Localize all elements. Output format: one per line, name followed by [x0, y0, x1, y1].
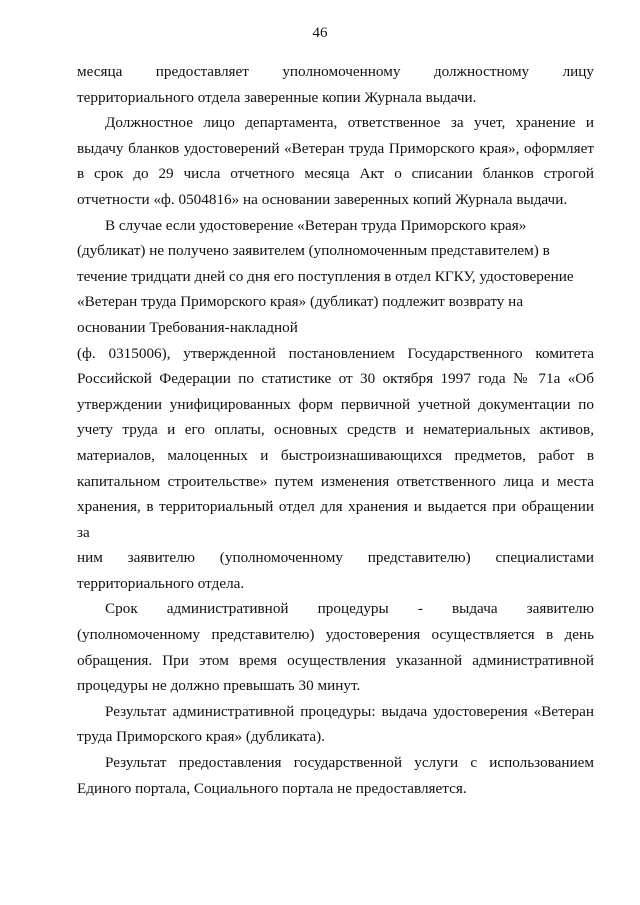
spread-word-3: (уполномоченному [219, 549, 343, 567]
paragraph-2: Должностное лицо департамента, ответственное за учет, хранение и выдачу бланков удостоверений «Ветеран труда Приморского края», оформляет в срок до 29 числа отчетного месяца Акт о списании бланков строгой отчетности «ф. 0504816» на основании заверенных копий Журнала выдачи. [77, 114, 594, 208]
paragraph-7: Срок административной процедуры - выдача заявителю (уполномоченному представителю) удостоверения осуществляется в день обращения. При этом время осуществления указанной административной процедуры не должно превышать 30 минут. [77, 600, 594, 695]
paragraph-3: В случае если удостоверение «Ветеран труда Приморского края» (дубликат) не получено заявителем (уполномоченным представителем) в течение тридцати дней со дня его поступления в отдел КГКУ, удостоверение «Ветеран труда Приморского края» (дубликат) подлежит возврату на основании Требования-накладной [77, 216, 574, 336]
spread-word-5: специалистами [495, 549, 594, 567]
document-body [77, 59, 594, 801]
paragraph-5-spread-line [77, 545, 594, 571]
page-number: 46 [312, 25, 328, 41]
paragraph-9: Результат предоставления государственной услуги с использованием Единого портала, Социального портала не предоставляется. [77, 754, 594, 797]
paragraph-1: месяца предоставляет уполномоченному должностному лицу территориального отдела заверенные копии Журнала выдачи. [77, 63, 594, 106]
spread-word-4: представителю) [367, 549, 471, 567]
spread-word-1: ним [77, 549, 103, 567]
paragraph-4: (ф. 0315006), утвержденной постановлением Государственного комитета Российской Федерации по статистике от 30 октября 1997 года № 71а «Об утверждении унифицированных форм первичной учетной документации по учету труда и его оплаты, основных средств и нематериальных активов, материалов, малоценных и быстроизнашивающихся предметов, работ в капитальном строительстве» путем изменения ответственного лица и места хранения, в территориальный отдел для хранения и выдается при обращении за [77, 344, 594, 541]
paragraph-8: Результат административной процедуры: выдача удостоверения «Ветеран труда Приморского края» (дубликата). [77, 702, 594, 746]
spread-word-2: заявителю [127, 549, 195, 567]
paragraph-6: территориального отдела. [77, 574, 245, 592]
